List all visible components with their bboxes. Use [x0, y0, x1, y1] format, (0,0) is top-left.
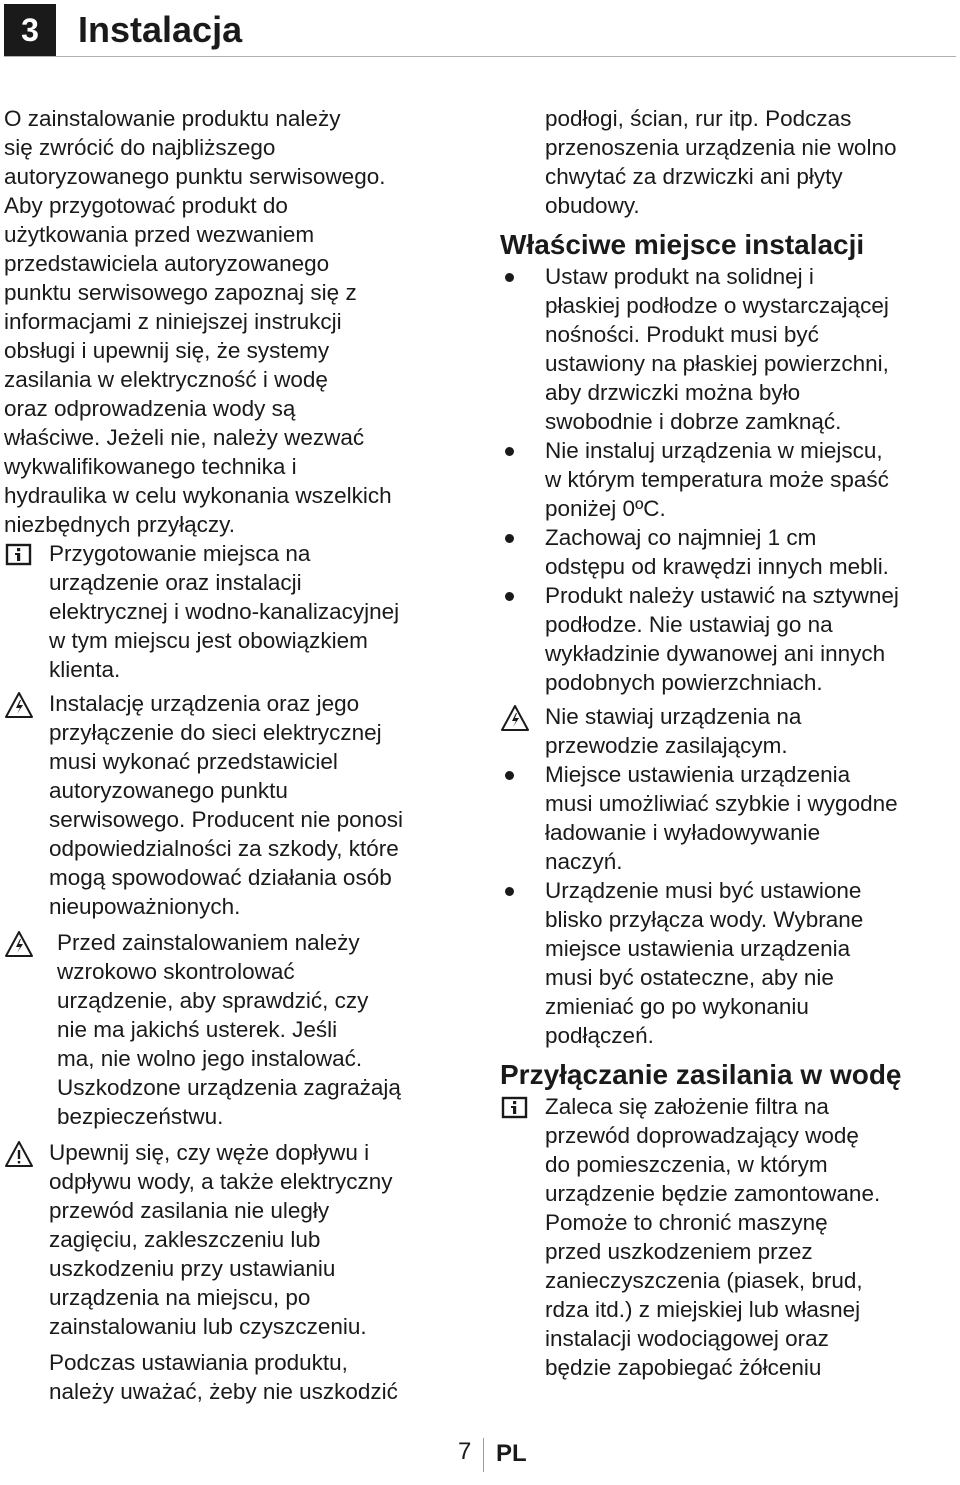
text-line: niezbędnych przyłączy.: [4, 512, 235, 537]
hoses-warning-note: [4, 1138, 470, 1341]
text-line: ładowanie i wyładowywanie: [545, 820, 821, 845]
text-line: Ustaw produkt na solidnej i: [545, 264, 814, 289]
text-line: przewód zasilania nie uległy: [49, 1198, 330, 1223]
text-line: nośności. Produkt musi być: [545, 322, 819, 347]
bullet-text: [545, 876, 960, 1050]
text-line: urządzenie będzie zamontowane.: [545, 1181, 881, 1206]
text-line: obudowy.: [545, 193, 640, 218]
bullet-dot: [505, 771, 514, 780]
text-line: odpowiedzialności za szkody, które: [49, 836, 399, 861]
text-line: oraz odprowadzenia wody są: [4, 396, 296, 421]
bullet-text: [545, 760, 960, 876]
text-line: Zachowaj co najmniej 1 cm: [545, 525, 817, 550]
text-line: płaskiej podłodze o wystarczającej: [545, 293, 889, 318]
info-icon: [500, 1093, 530, 1123]
text-line: będzie zapobiegać żółceniu: [545, 1355, 822, 1380]
text-line: przedstawiciela autoryzowanego: [4, 251, 330, 276]
text-line: zmieniać go po wykonaniu: [545, 994, 809, 1019]
text-line: właściwe. Jeżeli nie, należy wezwać: [4, 425, 365, 450]
text-line: musi być ostateczne, aby nie: [545, 965, 834, 990]
electric-warning-note: [4, 689, 470, 921]
bullet-dot: [505, 534, 514, 543]
text-line: naczyń.: [545, 849, 623, 874]
text-line: mogą spowodować działania osób: [49, 865, 392, 890]
text-line: wzrokowo skontrolować: [57, 959, 295, 984]
hoses-warning-text: [49, 1138, 470, 1341]
bullet-item: [500, 581, 960, 697]
text-line: urządzenie, aby sprawdzić, czy: [57, 988, 369, 1013]
text-line: Upewnij się, czy węże dopływu i: [49, 1140, 370, 1165]
text-line: Przygotowanie miejsca na: [49, 541, 311, 566]
text-line: punktu serwisowego zapoznaj się z: [4, 280, 357, 305]
cable-warning-text: [545, 702, 960, 760]
text-line: nie ma jakichś usterek. Jeśli: [57, 1017, 338, 1042]
text-line: aby drzwiczki można było: [545, 380, 801, 405]
text-line: rdza itd.) z miejskiej lub własnej: [545, 1297, 861, 1322]
text-line: musi umożliwiać szybkie i wygodne: [545, 791, 898, 816]
text-line: Produkt należy ustawić na sztywnej: [545, 583, 899, 608]
text-line: autoryzowanego punktu: [49, 778, 288, 803]
intro-paragraph: [4, 104, 470, 539]
left-column: [4, 104, 470, 1406]
text-line: bezpieczeństwu.: [57, 1104, 224, 1129]
handling-note-continuation-text: [545, 104, 960, 220]
text-line: elektrycznej i wodno-kanalizacyjnej: [49, 599, 400, 624]
text-line: autoryzowanego punktu serwisowego.: [4, 164, 386, 189]
bullet-item: [500, 760, 960, 876]
text-line: przed uszkodzeniem przez: [545, 1239, 813, 1264]
text-line: urządzenie oraz instalacji: [49, 570, 302, 595]
electric-warning-icon: [500, 703, 530, 733]
text-line: Miejsce ustawienia urządzenia: [545, 762, 851, 787]
bullet-dot: [505, 273, 514, 282]
section-heading-installation-place: Właściwe miejsce instalacji: [500, 229, 865, 260]
info-note-text: [49, 539, 470, 684]
text-line: przewodzie zasilającym.: [545, 733, 788, 758]
text-line: Aby przygotować produkt do: [4, 193, 288, 218]
handling-note: [4, 1348, 470, 1406]
text-line: Nie stawiaj urządzenia na: [545, 704, 802, 729]
footer-divider: [483, 1438, 484, 1472]
info-note: [4, 539, 470, 684]
text-line: Zaleca się założenie filtra na: [545, 1094, 829, 1119]
section-heading-water-connection: Przyłączanie zasilania w wodę: [500, 1059, 902, 1090]
bullet-item: [500, 262, 960, 436]
text-line: miejsce ustawienia urządzenia: [545, 936, 851, 961]
text-line: serwisowego. Producent nie ponosi: [49, 807, 403, 832]
text-line: użytkowania przed wezwaniem: [4, 222, 315, 247]
text-line: Uszkodzone urządzenia zagrażają: [57, 1075, 401, 1100]
text-line: obsługi i upewnij się, że systemy: [4, 338, 330, 363]
electric-warning-text: [49, 689, 470, 921]
bullet-item: [500, 436, 960, 523]
info-icon: [4, 540, 34, 570]
text-line: zanieczyszczenia (piasek, brud,: [545, 1268, 863, 1293]
text-line: podobnych powierzchniach.: [545, 670, 823, 695]
bullet-text: [545, 523, 960, 581]
text-line: Nie instaluj urządzenia w miejscu,: [545, 438, 883, 463]
text-line: blisko przyłącza wody. Wybrane: [545, 907, 864, 932]
text-line: podłodze. Nie ustawiaj go na: [545, 612, 833, 637]
text-line: odstępu od krawędzi innych mebli.: [545, 554, 889, 579]
text-line: instalacji wodociągowej oraz: [545, 1326, 829, 1351]
text-line: informacjami z niniejszej instrukcji: [4, 309, 342, 334]
inspection-warning-note: [4, 928, 470, 1131]
handling-note-continuation: [500, 104, 960, 220]
bullet-text: [545, 262, 960, 436]
page-number: 7: [458, 1438, 472, 1465]
chapter-number-badge: 3: [4, 4, 56, 56]
text-line: zainstalowaniu lub czyszczeniu.: [49, 1314, 367, 1339]
text-line: odpływu wody, a także elektryczny: [49, 1169, 393, 1194]
text-line: uszkodzeniu przy ustawianiu: [49, 1256, 336, 1281]
bullet-text: [545, 581, 960, 697]
text-line: klienta.: [49, 657, 121, 682]
text-line: hydraulika w celu wykonania wszelkich: [4, 483, 392, 508]
text-line: zagięciu, zakleszczeniu lub: [49, 1227, 321, 1252]
text-line: urządzenia na miejscu, po: [49, 1285, 311, 1310]
text-line: Instalację urządzenia oraz jego: [49, 691, 360, 716]
text-line: przewód doprowadzający wodę: [545, 1123, 859, 1148]
text-line: w którym temperatura może spaść: [545, 467, 889, 492]
bullet-item: [500, 876, 960, 1050]
bullet-item: [500, 523, 960, 581]
bullet-dot: [505, 592, 514, 601]
text-line: Pomoże to chronić maszynę: [545, 1210, 828, 1235]
text-line: podłączeń.: [545, 1023, 654, 1048]
header-rule: [4, 56, 956, 57]
cable-warning-note: [500, 702, 960, 760]
text-line: musi wykonać przedstawiciel: [49, 749, 338, 774]
electric-warning-icon: [4, 929, 34, 959]
text-line: chwytać za drzwiczki ani płyty: [545, 164, 843, 189]
text-line: O zainstalowanie produktu należy: [4, 106, 341, 131]
text-line: podłogi, ścian, rur itp. Podczas: [545, 106, 852, 131]
text-line: nieupoważnionych.: [49, 894, 241, 919]
text-line: w tym miejscu jest obowiązkiem: [49, 628, 368, 653]
text-line: się zwrócić do najbliższego: [4, 135, 276, 160]
language-code: PL: [496, 1440, 527, 1467]
text-line: należy uważać, żeby nie uszkodzić: [49, 1379, 398, 1404]
bullet-dot: [505, 887, 514, 896]
right-column: [500, 104, 960, 1382]
warning-icon: [4, 1139, 34, 1169]
chapter-title: Instalacja: [78, 9, 243, 50]
bullet-dot: [505, 447, 514, 456]
filter-info-note: [500, 1092, 960, 1382]
handling-note-text: [49, 1348, 470, 1406]
text-line: zasilania w elektryczność i wodę: [4, 367, 328, 392]
text-line: wykwalifikowanego technika i: [4, 454, 297, 479]
text-line: ustawiony na płaskiej powierzchni,: [545, 351, 889, 376]
text-line: Urządzenie musi być ustawione: [545, 878, 862, 903]
text-line: ma, nie wolno jego instalować.: [57, 1046, 363, 1071]
bullet-text: [545, 436, 960, 523]
text-line: wykładzinie dywanowej ani innych: [545, 641, 886, 666]
text-line: przenoszenia urządzenia nie wolno: [545, 135, 897, 160]
filter-info-text: [545, 1092, 960, 1382]
inspection-warning-text: [57, 928, 470, 1131]
text-line: Podczas ustawiania produktu,: [49, 1350, 348, 1375]
text-line: swobodnie i dobrze zamknąć.: [545, 409, 842, 434]
electric-warning-icon: [4, 690, 34, 720]
text-line: poniżej 0ºC.: [545, 496, 666, 521]
text-line: do pomieszczenia, w którym: [545, 1152, 828, 1177]
text-line: Przed zainstalowaniem należy: [57, 930, 360, 955]
text-line: przyłączenie do sieci elektrycznej: [49, 720, 382, 745]
